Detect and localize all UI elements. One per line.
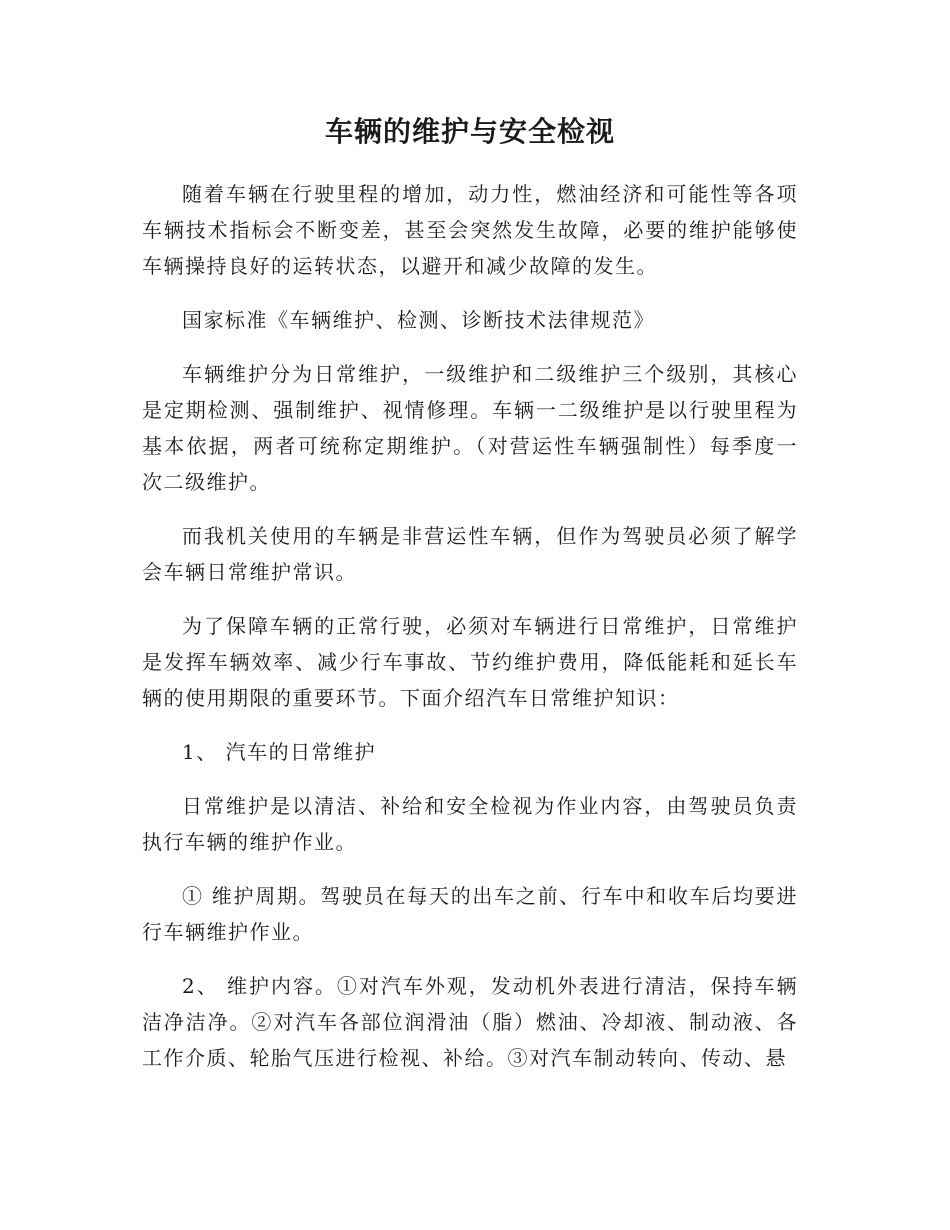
paragraph-importance: 为了保障车辆的正常行驶，必须对车辆进行日常维护，日常维护是发挥车辆效率、减少行车事故、节约维护费用，降低能耗和延长车辆的使用期限的重要环节。下面介绍汽车日常维护知识： — [142, 614, 798, 710]
document-page — [142, 108, 798, 1094]
paragraph-maintenance-cycle: ① 维护周期。驾驶员在每天的出车之前、行车中和收车后均要进行车辆维护作业。 — [142, 884, 798, 944]
paragraph-daily-definition: 日常维护是以清洁、补给和安全检视为作业内容，由驾驶员负责执行车辆的维护作业。 — [142, 794, 798, 854]
paragraph-intro: 随着车辆在行驶里程的增加，动力性，燃油经济和可能性等各项车辆技术指标会不断变差，甚至会突然发生故障，必要的维护能够使车辆操持良好的运转状态，以避开和减少故障的发生。 — [142, 182, 798, 278]
document-title: 车辆的维护与安全检视 — [324, 115, 615, 148]
paragraph-maintenance-content: 2、 维护内容。①对汽车外观，发动机外表进行清洁，保持车辆洁净洁净。②对汽车各部位润滑油（脂）燃油、冷却液、制动液、各工作介质、轮胎气压进行检视、补给。③对汽车制动转向、传动、悬 — [142, 974, 798, 1070]
paragraph-standard: 国家标准《车辆维护、检测、诊断技术法律规范》 — [182, 308, 655, 332]
paragraph-nonoperating: 而我机关使用的车辆是非营运性车辆，但作为驾驶员必须了解学会车辆日常维护常识。 — [142, 524, 798, 584]
section-heading-daily-maintenance: 1、 汽车的日常维护 — [182, 740, 377, 764]
paragraph-levels: 车辆维护分为日常维护，一级维护和二级维护三个级别，其核心是定期检测、强制维护、视情修理。车辆一二级维护是以行驶里程为基本依据，两者可统称定期维护。（对营运性车辆强制性）每季度一次二级维护。 — [142, 362, 798, 494]
